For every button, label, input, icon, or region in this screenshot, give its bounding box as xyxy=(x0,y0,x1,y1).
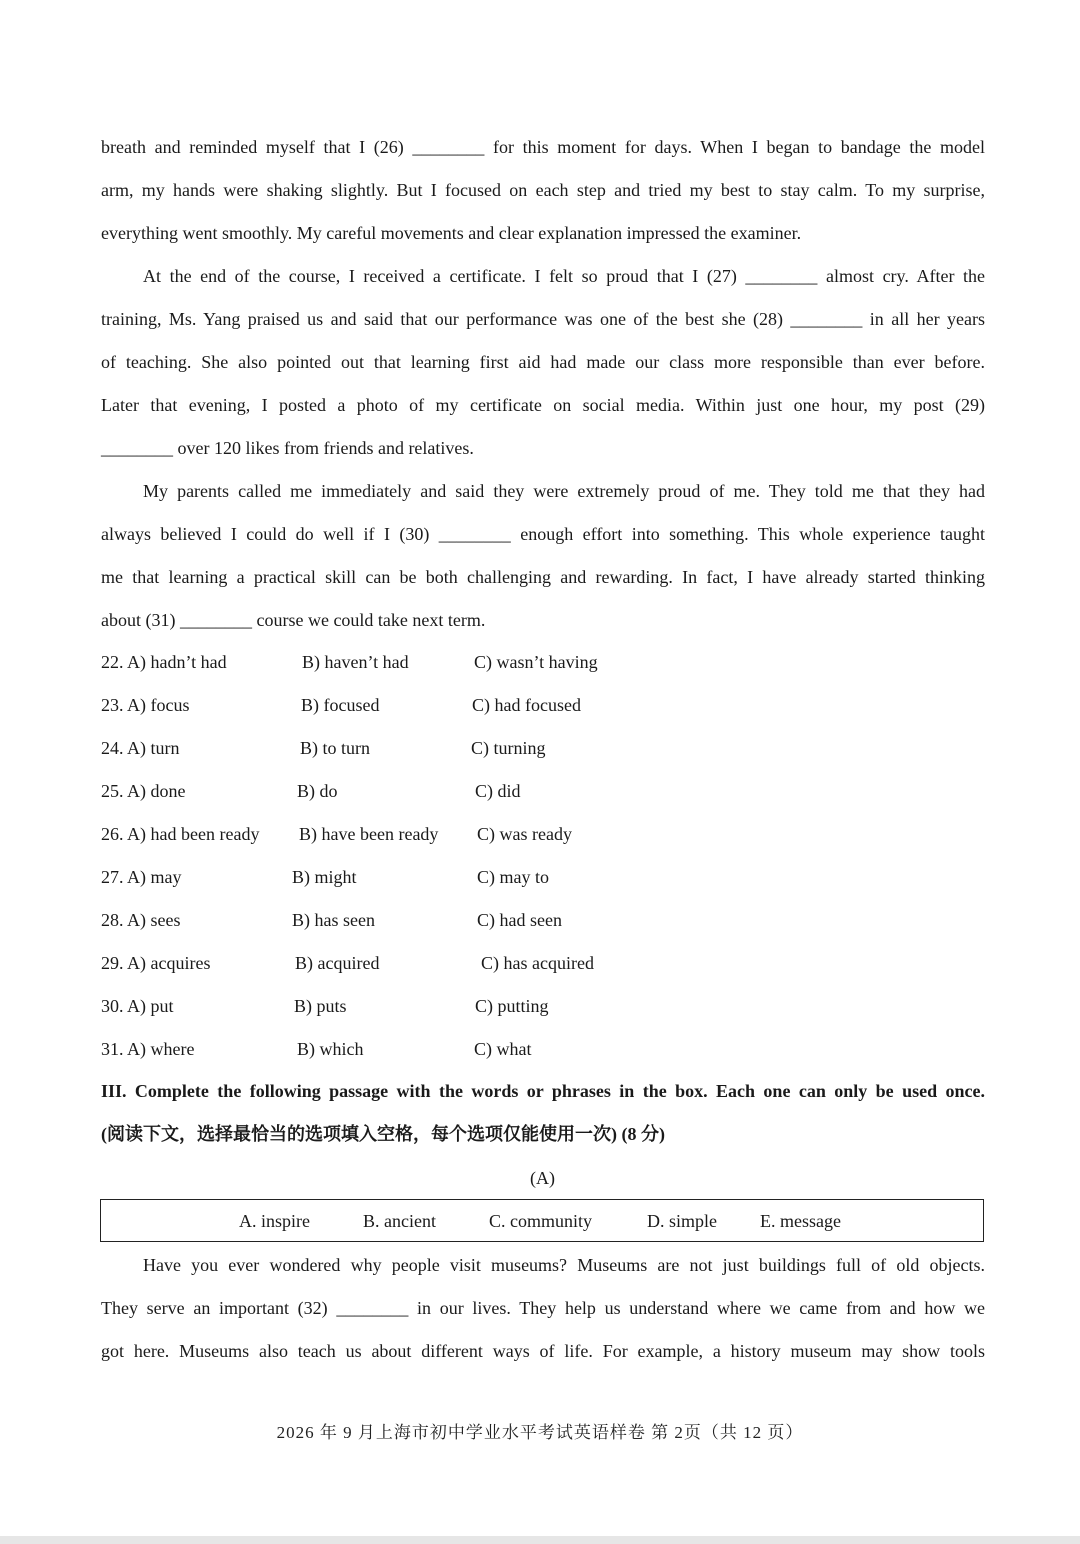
option-row-25 xyxy=(101,770,801,813)
passage-line: They serve an important (32) ________ in our lives. They help us understand where we came from and how we xyxy=(101,1298,985,1318)
option-b: B) which xyxy=(297,1039,364,1059)
option-c: C) has acquired xyxy=(481,953,594,973)
option-a: 24. A) turn xyxy=(101,738,180,758)
option-row-29 xyxy=(101,942,801,985)
option-b: B) might xyxy=(292,867,357,887)
passage-line: me that learning a practical skill can be both challenging and rewarding. In fact, I have already started thinking xyxy=(101,567,985,587)
option-row-28 xyxy=(101,899,801,942)
word-option: D. simple xyxy=(647,1211,717,1231)
option-a: 23. A) focus xyxy=(101,695,190,715)
option-row-31 xyxy=(101,1028,801,1071)
section-heading-chinese: (阅读下文，选择最恰当的选项填入空格，每个选项仅能使用一次) (8 分) xyxy=(101,1124,665,1144)
option-c: C) may to xyxy=(477,867,549,887)
option-a: 25. A) done xyxy=(101,781,186,801)
option-b: B) to turn xyxy=(300,738,370,758)
option-row-30 xyxy=(101,985,801,1028)
passage-top xyxy=(101,126,985,642)
option-b: B) puts xyxy=(294,996,347,1016)
option-a: 27. A) may xyxy=(101,867,182,887)
passage-line: everything went smoothly. My careful movements and clear explanation impressed the examiner. xyxy=(101,223,802,243)
passage-line: of teaching. She also pointed out that learning first aid had made our class more responsible than ever before. xyxy=(101,352,985,372)
passage-line: arm, my hands were shaking slightly. But I focused on each step and tried my best to stay calm. To my surprise, xyxy=(101,180,985,200)
passage-line: always believed I could do well if I (30) ________ enough effort into something. This whole experience taught xyxy=(101,524,985,544)
option-c: C) turning xyxy=(471,738,546,758)
word-option: C. community xyxy=(489,1211,592,1231)
word-option: E. message xyxy=(760,1211,841,1231)
word-option: A. inspire xyxy=(239,1211,310,1231)
bottom-divider xyxy=(0,1536,1080,1544)
option-row-26 xyxy=(101,813,801,856)
passage-line: got here. Museums also teach us about different ways of life. For example, a history museum may show tools xyxy=(101,1341,985,1361)
option-a: 31. A) where xyxy=(101,1039,195,1059)
option-b: B) focused xyxy=(301,695,380,715)
option-c: C) was ready xyxy=(477,824,572,844)
passage-line: My parents called me immediately and said they were extremely proud of me. They told me that they had xyxy=(143,481,985,501)
options-list xyxy=(101,641,801,1071)
passage-line: about (31) ________ course we could take next term. xyxy=(101,610,486,630)
option-row-24 xyxy=(101,727,801,770)
passage-line: Have you ever wondered why people visit museums? Museums are not just buildings full of old objects. xyxy=(143,1255,985,1275)
option-c: C) did xyxy=(475,781,521,801)
section-heading: III. Complete the following passage with the words or phrases in the box. Each one can only be used once. xyxy=(101,1081,985,1101)
option-c: C) putting xyxy=(475,996,549,1016)
option-c: C) wasn’t having xyxy=(474,652,598,672)
option-a: 26. A) had been ready xyxy=(101,824,260,844)
option-b: B) has seen xyxy=(292,910,375,930)
part-label: (A) xyxy=(530,1168,555,1188)
passage-bottom xyxy=(101,1244,985,1373)
passage-line: Later that evening, I posted a photo of my certificate on social media. Within just one hour, my post (29) xyxy=(101,395,985,415)
word-box xyxy=(100,1199,984,1242)
passage-line: At the end of the course, I received a certificate. I felt so proud that I (27) ________ almost cry. After the xyxy=(143,266,985,286)
option-a: 22. A) hadn’t had xyxy=(101,652,227,672)
passage-line: training, Ms. Yang praised us and said that our performance was one of the best she (28) ________ in all her years xyxy=(101,309,985,329)
passage-line: breath and reminded myself that I (26) ________ for this moment for days. When I began to bandage the model xyxy=(101,137,985,157)
option-b: B) haven’t had xyxy=(302,652,409,672)
option-a: 28. A) sees xyxy=(101,910,181,930)
option-b: B) have been ready xyxy=(299,824,439,844)
word-option: B. ancient xyxy=(363,1211,436,1231)
option-c: C) had seen xyxy=(477,910,562,930)
option-b: B) acquired xyxy=(295,953,380,973)
option-a: 29. A) acquires xyxy=(101,953,211,973)
option-b: B) do xyxy=(297,781,338,801)
option-row-27 xyxy=(101,856,801,899)
passage-line: ________ over 120 likes from friends and relatives. xyxy=(101,438,474,458)
option-a: 30. A) put xyxy=(101,996,174,1016)
option-row-22 xyxy=(101,641,801,684)
option-c: C) had focused xyxy=(472,695,581,715)
option-c: C) what xyxy=(474,1039,532,1059)
option-row-23 xyxy=(101,684,801,727)
page-footer: 2026 年 9 月上海市初中学业水平考试英语样卷 第 2页（共 12 页） xyxy=(276,1423,804,1442)
